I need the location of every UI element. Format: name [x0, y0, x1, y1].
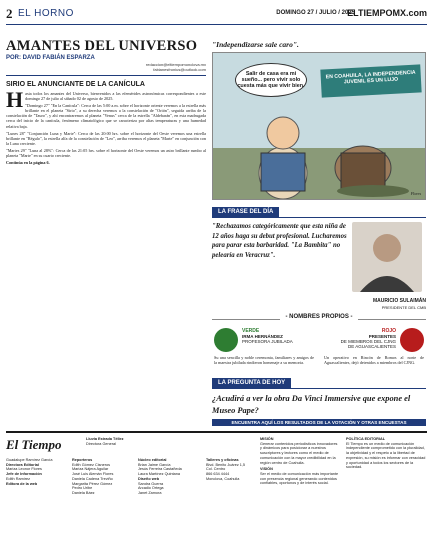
staff-line: Mariza Leonor Flores — [6, 467, 42, 472]
green-text: Su una sencilla y noble ceremonia, familiares y amigos de la maestra jubilada rindieron homenaje a su memoria. — [214, 355, 314, 366]
politica-text: El Tiempo es un medio de comunicación independiente comprometido con la pluralidad, la objetividad y el respeto a la libertad de expresión, su misión es informar con veracidad y oportunidad a todos los sectores de la sociedad. — [346, 441, 426, 470]
footer-politica — [346, 437, 427, 470]
staff-line: Edith Ramírez — [6, 476, 31, 481]
page-number: 2 — [6, 6, 13, 21]
red-avatar — [400, 328, 424, 352]
frase-tag: LA FRASE DEL DÍA — [212, 207, 279, 217]
column-subtitle: SIRIO EL ANUNCIANTE DE LA CANÍCULA — [6, 81, 145, 88]
staff-line: Mariza Nájera Aguilar — [72, 467, 109, 472]
staff-line: Editora de la web — [6, 481, 38, 486]
green-name — [242, 334, 294, 344]
newspaper-logo: El Tiempo — [6, 437, 62, 452]
staff-line: Edith Gómez Cisneros — [72, 462, 110, 467]
staff-line: Diseño web — [138, 476, 160, 481]
staff-line: Janet Zamora — [138, 490, 162, 495]
column-title: AMANTES DEL UNIVERSO — [6, 38, 198, 54]
director-role: Directora General — [86, 441, 116, 446]
issue-date: DOMINGO 27 / JULIO / 2025 — [276, 10, 355, 16]
staff-line: Jefe de Información — [6, 472, 42, 477]
staff-line: Arcadio Ortega — [138, 486, 164, 491]
staff-line: José Luis Alemán Flores — [72, 472, 114, 477]
poll-question: ¿Acudirá a ver la obra Da Vinci Immersive que expone el Museo Pape? — [212, 394, 411, 415]
title-rule — [6, 75, 206, 76]
vision-title: VISIÓN — [260, 467, 273, 472]
staff-line: Daniela Cadena Treviño — [72, 476, 113, 481]
staff-line: Reporteros — [72, 458, 93, 462]
person-name: IRMA HERNÁNDEZ — [242, 334, 283, 339]
staff-line: Núcleo editorial — [138, 458, 167, 462]
paragraph: "Domingo 27" "En la Canícula": Cerca de las 5:00 a.m. sobre el horizonte oriente veremos a la estrella más brillante en el planeta "Sirio", a su derecha veremos a la constelación de "Orión", seguida arriba de la constelación de "Tauro", y ahí encontraremos al planeta "Venus" cerca de la estrella "Aldebarán", en esta madrugada cerca del inicio de la canícula, fenómeno climatológico que se caracteriza por altas temperaturas y una humedad relativa baja. — [6, 103, 206, 129]
column-author: POR: DAVID FABIÁN ESPARZA — [6, 55, 95, 61]
page-header — [6, 6, 427, 24]
staff-line: Brian Jaime García — [138, 462, 171, 467]
pregunta-tag: LA PREGUNTA DE HOY — [212, 378, 291, 388]
speaker-photo — [352, 222, 422, 292]
staff-line: Guadalupe Ramírez García — [6, 458, 53, 462]
header-rule — [6, 24, 427, 25]
paragraph: "Martes 29" "Luna al 28%": Cerca de las 21:05 hrs. sobre el horizonte del Oeste veremos un astro brillante rumbo al planeta "Marte" en su cuarto creciente. — [6, 147, 206, 159]
author-email[interactable]: fabianesfronius@outlook.com — [153, 67, 206, 72]
speech-bubble: Salir de casa era mi sueño... pero vivir solo cuesta más que vivir bien. — [235, 63, 307, 97]
section-name: EL HORNO — [18, 8, 74, 19]
staff-line: Blvd. Benito Juárez 1,5 — [206, 462, 246, 467]
red-label: ROJO — [381, 328, 396, 334]
paragraph: "Lunes 28" "Conjunción Luna y Marte": Cerca de las 20:00 hrs. sobre el horizonte del Oeste veremos una estrella brillante en "Régulo", la estrella alfa de la constelación de "Leo", arriba veremos el planeta "Marte" en conjunción con la Luna creciente. — [6, 130, 206, 146]
frase-bar — [212, 207, 426, 218]
footer-col-1 — [6, 458, 66, 486]
editorial-cartoon — [212, 52, 426, 200]
frase-role: PRESIDENTE DEL CMB — [381, 305, 426, 310]
pregunta-bar — [212, 378, 426, 389]
person-name: PRESENTES — [368, 334, 396, 339]
mision-title: MISIÓN — [260, 437, 274, 441]
footer-rule — [6, 431, 427, 433]
staff-line: Daniela Báez — [72, 490, 95, 495]
footer-col-3 — [138, 458, 204, 496]
column-body — [6, 91, 206, 391]
red-name — [340, 334, 396, 349]
person-role: PROFESORA JUBILADA — [242, 339, 293, 344]
staff-line: Jesús Ferreira Castañeda — [138, 467, 182, 472]
staff-line: Margarita Pérez Gómez — [72, 481, 113, 486]
staff-line: Laura Martínez Quintana — [138, 472, 181, 477]
staff-line: Sandra Guerra — [138, 481, 164, 486]
author-emails — [6, 62, 206, 72]
person-silhouette — [352, 222, 422, 292]
director-name: Lluvia Estrada Téllez — [86, 437, 124, 441]
cartoonist-signature: Flores — [410, 191, 421, 196]
red-text: Un operativo en Rincón de Romos al norte de Aguascalientes, dejó detenidos a miembros del CJNG. — [324, 355, 424, 366]
frase-author: MAURICIO SULAIMÁN — [372, 298, 426, 304]
frase-text: "Rechazamos categóricamente que esta niña de 12 años haga su debut profesional. Lucharemos para parar esta barbaridad. "La Bambita" no pelearía en Veracruz". — [212, 223, 347, 259]
nombres-title: - NOMBRES PROPIOS - — [280, 314, 358, 320]
cartoon-quote: "Independizarse sale caro". — [212, 40, 299, 49]
green-avatar — [214, 328, 238, 352]
staff-line[interactable]: 866 634 4444 — [206, 472, 230, 477]
mision-text: Generar contenidos periodísticos innovadores y dinámicos para posicionar a nuestros suscriptores y lectores como el medio de comunicación con la mayor credibilidad en la región centro de Coahuila. — [260, 441, 338, 465]
site-name: ELTIEMPOMX.com — [347, 8, 427, 18]
poll-results-link[interactable]: ENCUENTRA AQUÍ LOS RESULTADOS DE LA VOTACIÓN Y OTRAS ENCUESTAS — [212, 419, 426, 426]
politica-title: POLÍTICA EDITORIAL — [346, 437, 386, 441]
protest-sign: EN COAHUILA, LA INDEPENDENCIA JUVENIL ES UN LUJO — [320, 64, 421, 97]
staff-line: Monclova, Coahuila — [206, 476, 240, 481]
director-block — [86, 437, 146, 446]
footer-col-2 — [72, 458, 132, 496]
nombres-propios-header — [212, 314, 426, 324]
person-role: DE MIEMBROS DEL CJNG DE AGUASCALIENTES — [340, 339, 396, 349]
staff-line: Directora Editorial — [6, 462, 39, 467]
green-label: VERDE — [242, 328, 260, 334]
staff-line: Pedro Uribe — [72, 486, 93, 491]
staff-line: Talleres y oficinas — [206, 458, 239, 462]
author-email[interactable]: redaccion@eltiempomonclova.mx — [145, 62, 206, 67]
paragraph: asta todos los amantes del Universo, bienvenidos a las efemérides astronómicas correspondientes a este domingo 27 de julio al sábado 02 de agosto de 2025. — [25, 91, 206, 102]
vision-text: Ser el medio de comunicación más importante con presencia regional generando contenidos confiables, oportunos y de interés social. — [260, 471, 339, 486]
continued-note: Continúa en la página 6. — [6, 160, 50, 166]
footer-mision — [260, 437, 340, 486]
staff-line: Col. Centro — [206, 467, 226, 472]
drop-cap: H — [6, 91, 24, 112]
footer-col-4 — [206, 458, 256, 482]
